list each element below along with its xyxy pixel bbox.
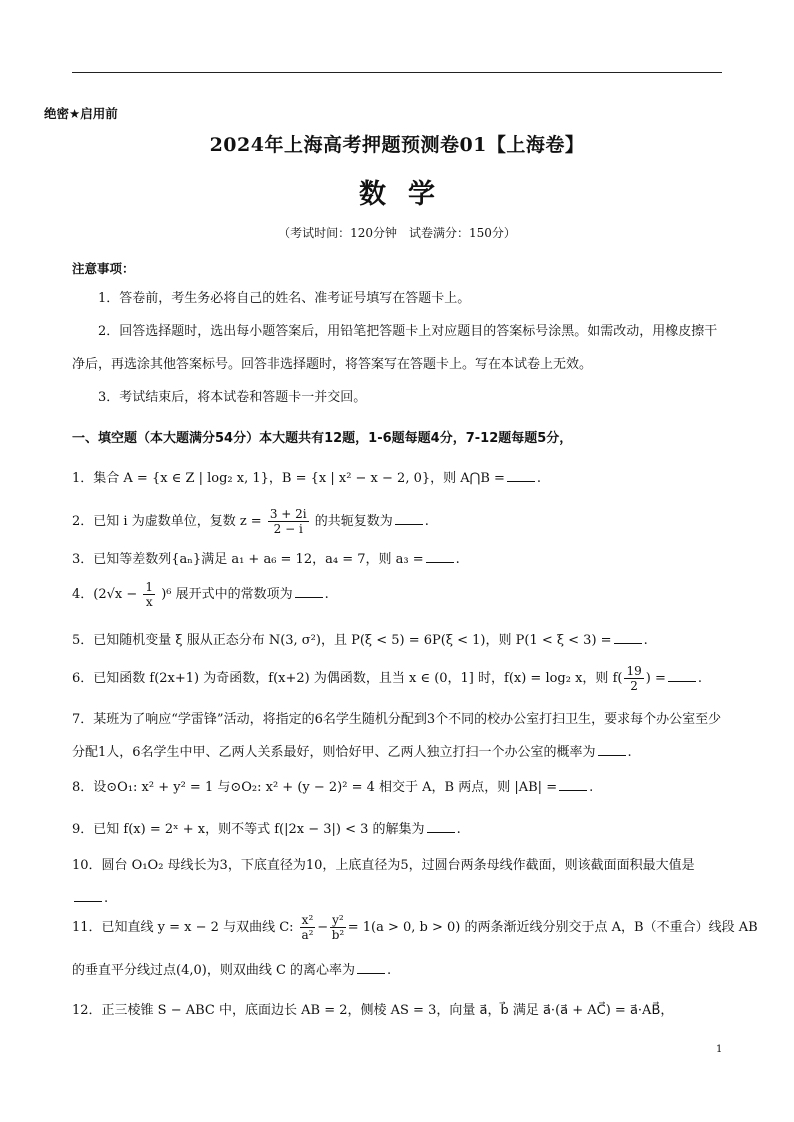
question-12: 12．正三棱锥 S − ABC 中，底面边长 AB = 2，侧棱 AS = 3，向量 a⃗，b⃗ 满足 a⃗·(a⃗ + AC⃗) = a⃗·AB⃗， <box>72 1003 674 1018</box>
fraction: $\frac{3 + 2i}{2 - i}$ <box>269 507 307 536</box>
answer-blank <box>668 669 696 682</box>
notice-item-2: 2．回答选择题时，选出每小题答案后，用铅笔把答题卡上对应题目的答案标号涂黑。如需改动，用橡皮擦干净后，再选涂其他答案标号。回答非选择题时，将答案写在答题卡上。写在本试卷上无效。 <box>72 324 718 372</box>
answer-blank <box>507 469 535 482</box>
answer-blank <box>295 585 323 598</box>
subject-title: 数学 <box>359 179 457 210</box>
answer-blank <box>395 512 423 525</box>
question-8: 8．设⊙O₁: x² + y² = 1 与⊙O₂: x² + (y − 2)² = 4 相交于 A，B 两点，则 |AB| = . <box>72 780 594 795</box>
question-1: 1．集合 A = {x ∈ Z | log₂ x, 1}，B = {x | x² − x − 2, 0}，则 A⋂B = . <box>72 471 542 486</box>
notice-item-3: 3．考试结束后，将本试卷和答题卡一并交回。 <box>98 390 367 405</box>
question-11-continued: 的垂直平分线过点(4,0)，则双曲线 C 的离心率为 . <box>72 963 392 978</box>
notice-item-1: 1．答卷前，考生务必将自己的姓名、准考证号填写在答题卡上。 <box>98 291 471 306</box>
answer-blank <box>614 631 642 644</box>
fraction: $\frac{\text{y²}}{\text{b²}}$ <box>331 913 345 942</box>
exam-info: （考试时间：120分钟 试卷满分：150分） <box>278 226 516 240</box>
answer-blank <box>426 550 454 563</box>
exam-title: 2024年上海高考押题预测卷01【上海卷】 <box>209 134 585 156</box>
question-11: 11．已知直线 y = x − 2 与双曲线 C: $\frac{\text{x²}}{\text{a²}}$ − $\frac{\text{y²}}{\text{b²}}$ = 1(a > 0, b > 0) 的两条渐近线分别交于点 A，B（不重合）线段 AB <box>72 913 758 942</box>
answer-blank <box>559 778 587 791</box>
question-9: 9．已知 f(x) = 2ˣ + x，则不等式 f(|2x − 3|) < 3 的解集为 . <box>72 822 461 837</box>
question-6: 6．已知函数 f(2x+1) 为奇函数，f(x+2) 为偶函数，且当 x ∈ (0，1] 时，f(x) = log₂ x，则 f( $\frac{19}{2}$ ) = . <box>72 664 702 693</box>
fraction: $\frac{\text{x²}}{\text{a²}}$ <box>301 913 314 942</box>
question-4: 4．(2√x − $\frac{1}{x}$ )⁶ 展开式中的常数项为 . <box>72 580 329 609</box>
question-10: 10．圆台 O₁O₂ 母线长为3，下底直径为10，上底直径为5，过圆台两条母线作截面，则该截面面积最大值是. <box>72 858 695 906</box>
secret-label: 绝密★启用前 <box>44 106 118 121</box>
question-7: 7．某班为了响应“学雷锋”活动，将指定的6名学生随机分配到3个不同的校办公室打扫卫生，要求每个办公室至少分配1人，6名学生中甲、乙两人关系最好，则恰好甲、乙两人独立打扫一个办公室的概率为 . <box>72 712 722 760</box>
answer-blank <box>427 820 455 833</box>
answer-blank <box>357 961 385 974</box>
question-3: 3．已知等差数列{aₙ}满足 a₁ + a₆ = 12，a₄ = 7，则 a₃ = . <box>72 552 460 567</box>
answer-blank <box>598 743 626 756</box>
question-5: 5．已知随机变量 ξ 服从正态分布 N(3, σ²)，且 P(ξ < 5) = 6P(ξ < 1)，则 P(1 < ξ < 3) = . <box>72 633 648 648</box>
page-number: 1 <box>716 1044 723 1055</box>
section-heading: 一、填空题（本大题满分54分）本大题共有12题，1-6题每题4分，7-12题每题5分， <box>72 431 573 446</box>
header-rule <box>72 72 722 73</box>
fraction: $\frac{1}{x}$ <box>145 580 154 609</box>
answer-blank <box>74 889 102 902</box>
notice-title: 注意事项： <box>72 261 135 276</box>
question-2: 2．已知 i 为虚数单位，复数 z = $\frac{3 + 2i}{2 - i}$ 的共轭复数为 . <box>72 507 429 536</box>
fraction: $\frac{19}{2}$ <box>626 664 642 693</box>
